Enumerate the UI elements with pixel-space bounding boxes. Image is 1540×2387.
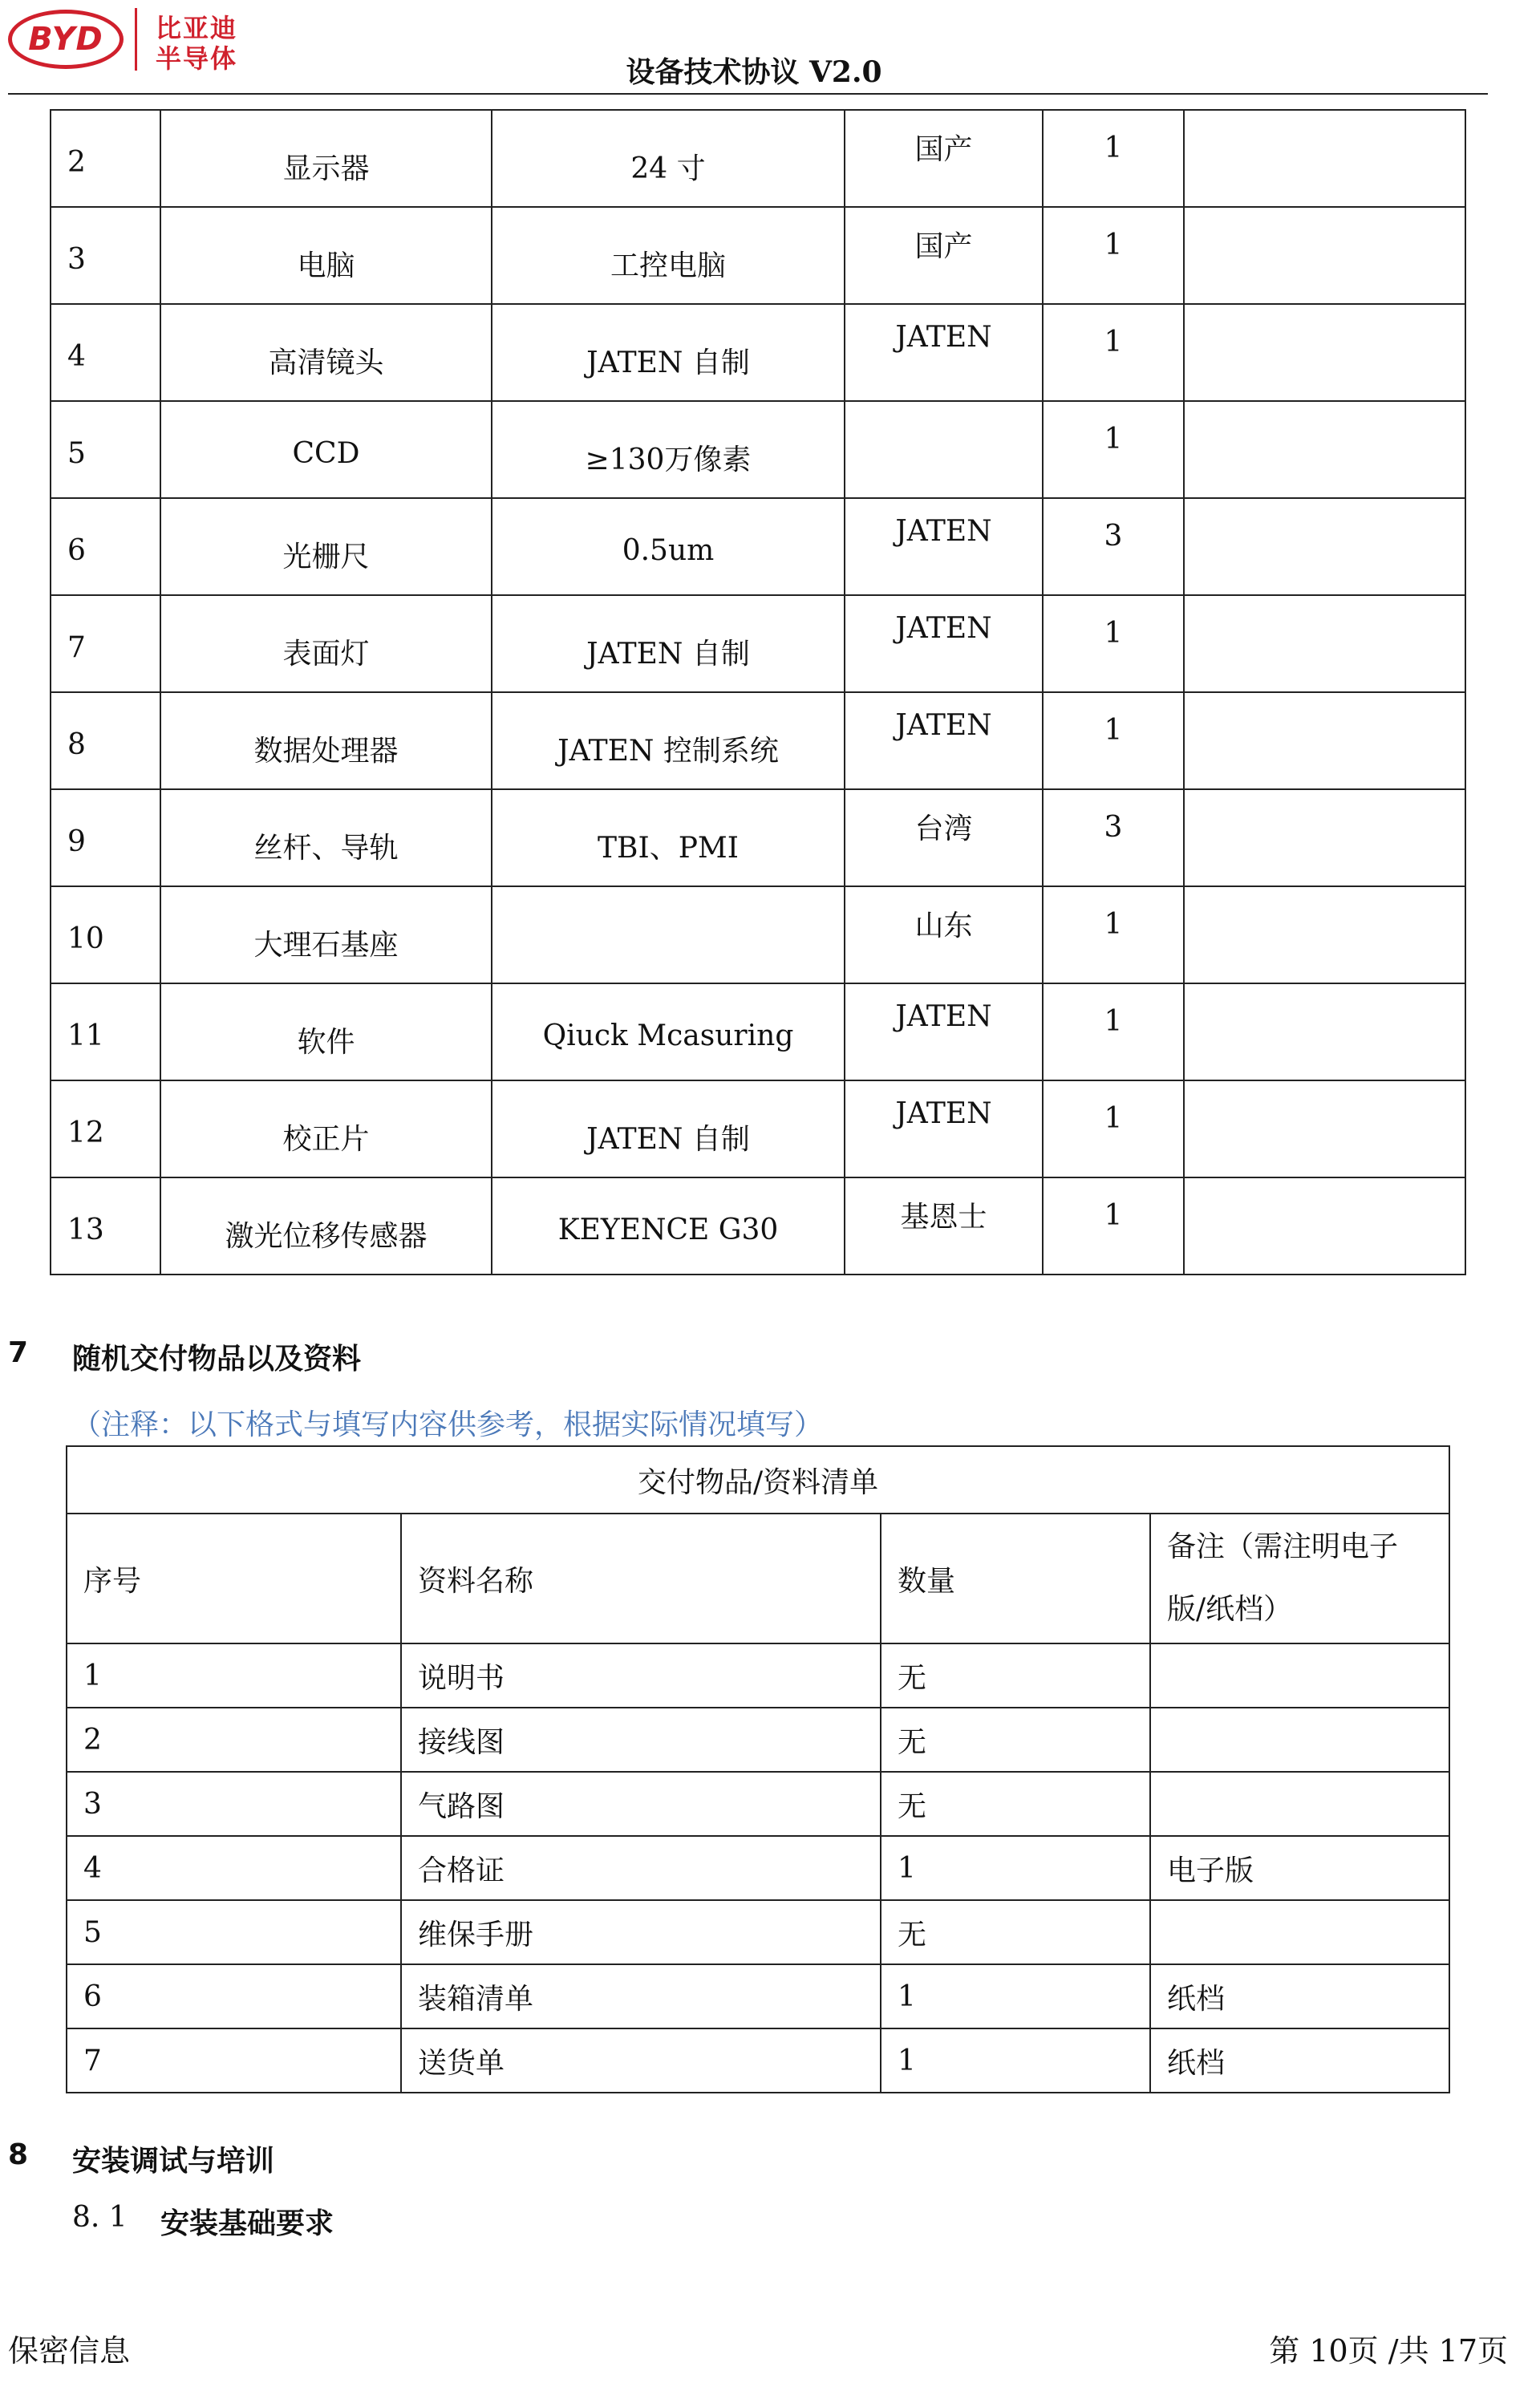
cell-name: 送货单 bbox=[401, 2028, 881, 2093]
cell-remark: 电子版 bbox=[1150, 1836, 1449, 1900]
cell-no-text: 10 bbox=[67, 922, 104, 955]
cell-qty bbox=[1043, 692, 1184, 789]
cell-remark bbox=[1150, 1900, 1449, 1964]
cell-qty-text: 1 bbox=[1104, 229, 1123, 261]
cell-origin bbox=[845, 207, 1043, 304]
cell-origin-text: 山东 bbox=[914, 910, 973, 942]
cell-spec-text: TBI、PMI bbox=[598, 832, 739, 865]
cell-name-text: 校正片 bbox=[282, 1123, 370, 1156]
equipment-config-table bbox=[50, 109, 1466, 1275]
cell-remark: 纸档 bbox=[1150, 2028, 1449, 2093]
header-remark-line2: 版/纸档） bbox=[1167, 1593, 1293, 1626]
cell-qty: 无 bbox=[881, 1708, 1150, 1772]
cell-no: 6 bbox=[67, 1964, 401, 2028]
cell-qty bbox=[1043, 401, 1184, 498]
table-row bbox=[67, 1772, 1449, 1836]
document-title: 设备技术协议 V2.0 bbox=[626, 55, 882, 89]
header-qty: 数量 bbox=[881, 1514, 1150, 1643]
header-no: 序号 bbox=[67, 1514, 401, 1643]
header-name: 资料名称 bbox=[401, 1514, 881, 1643]
cell-no bbox=[51, 595, 160, 692]
table-row bbox=[67, 1708, 1449, 1772]
cell-name-text: 高清镜头 bbox=[268, 346, 384, 379]
cell-name bbox=[160, 595, 492, 692]
cell-remark bbox=[1150, 1708, 1449, 1772]
cell-name-text: 大理石基座 bbox=[253, 929, 399, 962]
cell-origin-text: 国产 bbox=[914, 133, 973, 166]
cell-qty-text: 1 bbox=[1104, 1199, 1123, 1232]
cell-origin bbox=[845, 692, 1043, 789]
cell-no bbox=[51, 110, 160, 207]
table-row bbox=[51, 401, 1465, 498]
cell-no-text: 5 bbox=[67, 437, 86, 470]
cell-qty-text: 1 bbox=[1104, 617, 1123, 650]
cell-origin-text: JATEN bbox=[895, 1097, 992, 1130]
section-7-number: 7 bbox=[8, 1336, 29, 1369]
cell-qty bbox=[1043, 789, 1184, 886]
cell-no bbox=[51, 207, 160, 304]
cell-no-text: 6 bbox=[67, 534, 86, 567]
cell-no bbox=[51, 789, 160, 886]
cell-qty bbox=[1043, 595, 1184, 692]
table-row bbox=[67, 2028, 1449, 2093]
table-row bbox=[67, 1836, 1449, 1900]
byd-logo-text: BYD bbox=[28, 21, 103, 58]
table-row bbox=[51, 1080, 1465, 1177]
table-row bbox=[67, 1964, 1449, 2028]
cell-no bbox=[51, 886, 160, 983]
cell-spec bbox=[492, 595, 845, 692]
cell-name bbox=[160, 886, 492, 983]
cell-qty bbox=[1043, 110, 1184, 207]
cell-remark bbox=[1184, 983, 1465, 1080]
cell-name: 合格证 bbox=[401, 1836, 881, 1900]
logo-cn-line1: 比亚迪 bbox=[156, 13, 238, 43]
cell-origin bbox=[845, 498, 1043, 595]
cell-name bbox=[160, 401, 492, 498]
cell-no-text: 8 bbox=[67, 728, 86, 761]
cell-spec-text: JATEN 自制 bbox=[586, 346, 750, 379]
cell-origin-text: 台湾 bbox=[914, 813, 973, 845]
table-row bbox=[51, 304, 1465, 401]
cell-no: 3 bbox=[67, 1772, 401, 1836]
cell-no-text: 4 bbox=[67, 340, 86, 373]
cell-name bbox=[160, 1080, 492, 1177]
cell-spec bbox=[492, 692, 845, 789]
cell-no bbox=[51, 692, 160, 789]
cell-qty: 1 bbox=[881, 1836, 1150, 1900]
cell-qty-text: 1 bbox=[1104, 908, 1123, 941]
cell-no-text: 11 bbox=[67, 1019, 104, 1052]
cell-origin-text: JATEN bbox=[895, 321, 992, 354]
cell-qty-text: 1 bbox=[1104, 132, 1123, 164]
cell-name bbox=[160, 207, 492, 304]
cell-origin bbox=[845, 983, 1043, 1080]
cell-spec-text: 24 寸 bbox=[630, 152, 706, 185]
cell-no-text: 9 bbox=[67, 825, 86, 858]
cell-remark bbox=[1184, 595, 1465, 692]
cell-name: 装箱清单 bbox=[401, 1964, 881, 2028]
cell-no-text: 12 bbox=[67, 1116, 104, 1149]
table-row bbox=[51, 886, 1465, 983]
cell-spec-text: 工控电脑 bbox=[610, 249, 726, 282]
cell-remark bbox=[1184, 498, 1465, 595]
cell-qty bbox=[1043, 1177, 1184, 1275]
section-8-1-title: 安装基础要求 bbox=[160, 2207, 334, 2240]
cell-qty-text: 1 bbox=[1104, 1005, 1123, 1038]
cell-qty-text: 3 bbox=[1104, 811, 1123, 844]
cell-name: 说明书 bbox=[401, 1643, 881, 1708]
cell-remark bbox=[1150, 1772, 1449, 1836]
header-remark-line1: 备注（需注明电子 bbox=[1167, 1530, 1399, 1563]
table-row bbox=[51, 595, 1465, 692]
cell-name bbox=[160, 110, 492, 207]
cell-spec bbox=[492, 401, 845, 498]
cell-name bbox=[160, 1177, 492, 1275]
cell-name-text: 激光位移传感器 bbox=[225, 1220, 428, 1253]
cell-origin bbox=[845, 401, 1043, 498]
table-row bbox=[51, 983, 1465, 1080]
cell-remark bbox=[1184, 110, 1465, 207]
cell-name-text: 电脑 bbox=[297, 249, 355, 282]
cell-name bbox=[160, 983, 492, 1080]
cell-remark bbox=[1184, 886, 1465, 983]
cell-spec-text: 0.5um bbox=[622, 534, 715, 567]
cell-spec-text: JATEN 自制 bbox=[586, 1123, 750, 1156]
cell-remark bbox=[1184, 207, 1465, 304]
table-row bbox=[67, 1643, 1449, 1708]
cell-origin bbox=[845, 789, 1043, 886]
cell-name bbox=[160, 304, 492, 401]
cell-name-text: 表面灯 bbox=[282, 638, 370, 671]
cell-spec-text: JATEN 控制系统 bbox=[557, 735, 779, 768]
header-rule bbox=[8, 93, 1488, 95]
cell-qty-text: 1 bbox=[1104, 714, 1123, 747]
cell-name bbox=[160, 789, 492, 886]
cell-qty bbox=[1043, 886, 1184, 983]
cell-name-text: 显示器 bbox=[282, 152, 370, 185]
cell-spec bbox=[492, 983, 845, 1080]
cell-qty-text: 1 bbox=[1104, 423, 1123, 456]
cell-origin bbox=[845, 886, 1043, 983]
section-8-1-number: 8. 1 bbox=[72, 2201, 128, 2234]
cell-remark bbox=[1150, 1643, 1449, 1708]
cell-qty: 无 bbox=[881, 1643, 1150, 1708]
cell-spec bbox=[492, 1177, 845, 1275]
delivery-table-header bbox=[67, 1514, 1449, 1643]
cell-origin bbox=[845, 595, 1043, 692]
table-row bbox=[51, 692, 1465, 789]
cell-spec bbox=[492, 304, 845, 401]
cell-name-text: 丝杆、导轨 bbox=[253, 832, 399, 865]
cell-remark bbox=[1184, 692, 1465, 789]
cell-name: 维保手册 bbox=[401, 1900, 881, 1964]
section-8-title: 安装调试与培训 bbox=[72, 2145, 275, 2178]
cell-no-text: 13 bbox=[67, 1214, 104, 1246]
cell-name bbox=[160, 692, 492, 789]
cell-origin-text: JATEN bbox=[895, 612, 992, 645]
table-row bbox=[51, 498, 1465, 595]
cell-qty bbox=[1043, 207, 1184, 304]
cell-origin-text: 国产 bbox=[914, 230, 973, 263]
cell-spec bbox=[492, 110, 845, 207]
cell-no-text: 2 bbox=[67, 146, 86, 179]
footer-page-number: 第 10页 /共 17页 bbox=[1269, 2333, 1508, 2369]
cell-spec bbox=[492, 886, 845, 983]
cell-no-text: 3 bbox=[67, 243, 86, 276]
cell-qty-text: 3 bbox=[1104, 520, 1123, 553]
cell-name-text: 光栅尺 bbox=[282, 541, 370, 573]
cell-origin bbox=[845, 1080, 1043, 1177]
table-row bbox=[51, 207, 1465, 304]
cell-spec-text: Qiuck Mcasuring bbox=[542, 1019, 794, 1052]
delivery-items-table bbox=[66, 1445, 1450, 2093]
header-remark bbox=[1150, 1514, 1449, 1643]
cell-origin-text: JATEN bbox=[895, 1000, 992, 1033]
cell-name: 气路图 bbox=[401, 1772, 881, 1836]
cell-spec-text: JATEN 自制 bbox=[586, 638, 750, 671]
cell-name-text: 数据处理器 bbox=[253, 735, 399, 768]
cell-spec bbox=[492, 1080, 845, 1177]
cell-no bbox=[51, 498, 160, 595]
cell-remark bbox=[1184, 304, 1465, 401]
table-row bbox=[51, 789, 1465, 886]
cell-no-text: 7 bbox=[67, 631, 86, 664]
footer-confidential: 保密信息 bbox=[8, 2333, 131, 2369]
cell-qty bbox=[1043, 304, 1184, 401]
cell-no: 5 bbox=[67, 1900, 401, 1964]
table-row bbox=[67, 1900, 1449, 1964]
cell-no bbox=[51, 401, 160, 498]
cell-origin-text: JATEN bbox=[895, 709, 992, 742]
cell-name bbox=[160, 498, 492, 595]
cell-no: 4 bbox=[67, 1836, 401, 1900]
cell-qty: 1 bbox=[881, 2028, 1150, 2093]
section-7-title: 随机交付物品以及资料 bbox=[72, 1343, 362, 1376]
cell-qty-text: 1 bbox=[1104, 326, 1123, 359]
cell-no bbox=[51, 983, 160, 1080]
cell-name-text: CCD bbox=[292, 437, 360, 470]
cell-remark bbox=[1184, 1080, 1465, 1177]
cell-origin bbox=[845, 110, 1043, 207]
cell-no: 2 bbox=[67, 1708, 401, 1772]
cell-no bbox=[51, 304, 160, 401]
section-8-number: 8 bbox=[8, 2138, 29, 2171]
cell-qty bbox=[1043, 983, 1184, 1080]
cell-remark bbox=[1184, 1177, 1465, 1275]
cell-qty bbox=[1043, 498, 1184, 595]
cell-spec bbox=[492, 207, 845, 304]
cell-no: 1 bbox=[67, 1643, 401, 1708]
cell-no bbox=[51, 1080, 160, 1177]
cell-qty bbox=[1043, 1080, 1184, 1177]
cell-spec-text: KEYENCE G30 bbox=[557, 1214, 779, 1246]
cell-origin-text: JATEN bbox=[895, 515, 992, 548]
section-7-note: （注释：以下格式与填写内容供参考，根据实际情况填写） bbox=[72, 1408, 824, 1441]
table-row bbox=[51, 1177, 1465, 1275]
cell-remark bbox=[1184, 789, 1465, 886]
logo-cn-line2: 半导体 bbox=[156, 43, 238, 74]
table-row bbox=[51, 110, 1465, 207]
cell-origin-text: 基恩士 bbox=[900, 1201, 987, 1234]
cell-qty: 1 bbox=[881, 1964, 1150, 2028]
cell-name: 接线图 bbox=[401, 1708, 881, 1772]
cell-remark: 纸档 bbox=[1150, 1964, 1449, 2028]
cell-spec bbox=[492, 789, 845, 886]
delivery-table-caption: 交付物品/资料清单 bbox=[67, 1446, 1449, 1514]
cell-no bbox=[51, 1177, 160, 1275]
cell-spec-text: ≥130万像素 bbox=[585, 444, 752, 476]
cell-qty: 无 bbox=[881, 1900, 1150, 1964]
cell-remark bbox=[1184, 401, 1465, 498]
cell-origin bbox=[845, 304, 1043, 401]
cell-qty-text: 1 bbox=[1104, 1102, 1123, 1135]
cell-qty: 无 bbox=[881, 1772, 1150, 1836]
cell-spec bbox=[492, 498, 845, 595]
cell-origin bbox=[845, 1177, 1043, 1275]
cell-name-text: 软件 bbox=[297, 1026, 355, 1059]
cell-no: 7 bbox=[67, 2028, 401, 2093]
